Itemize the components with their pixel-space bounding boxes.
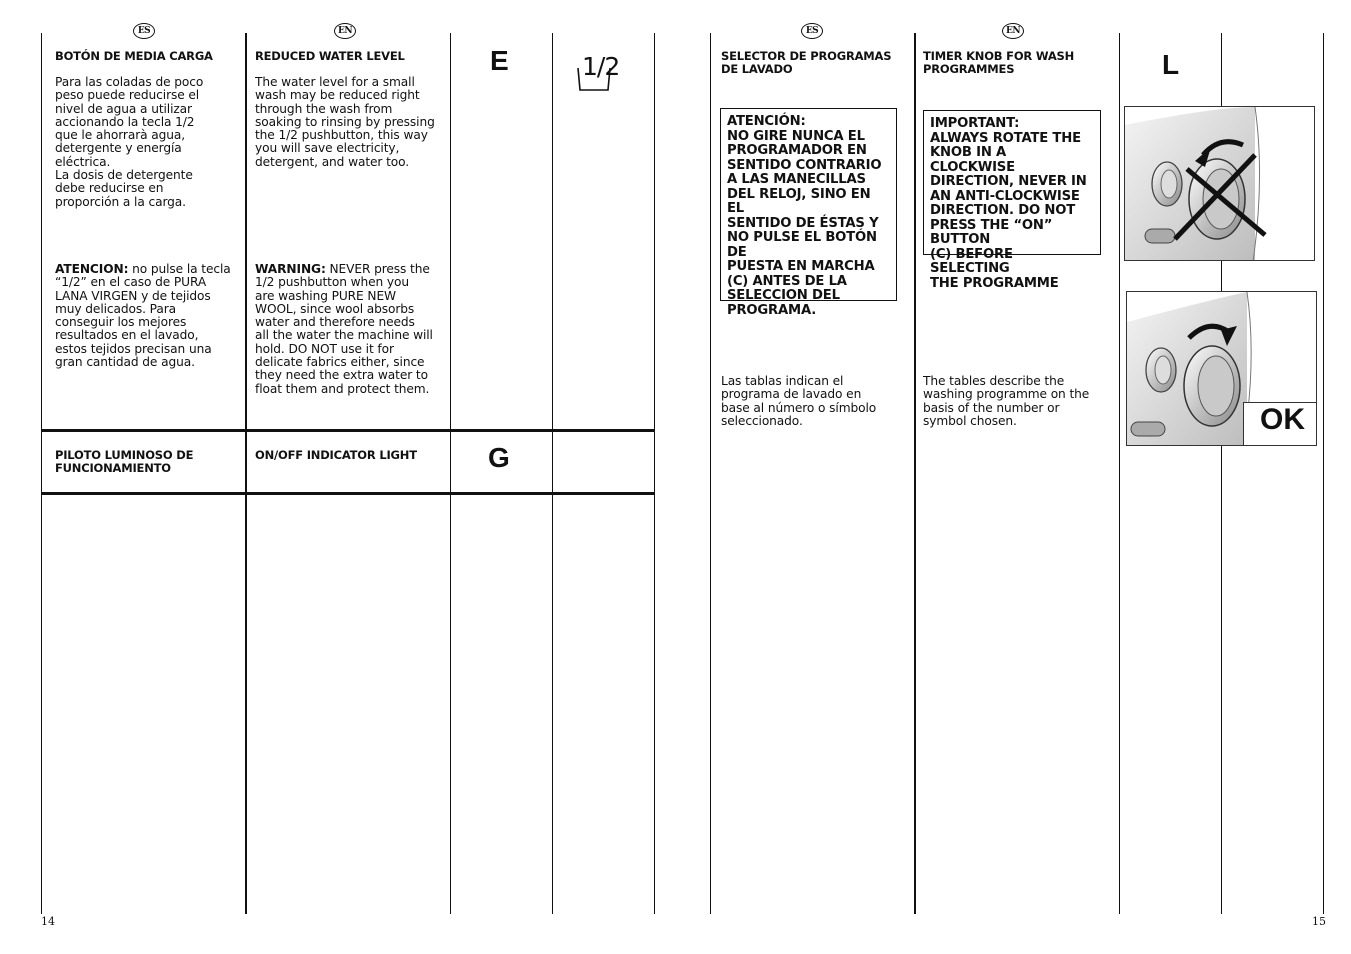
en-warning-text: NEVER press the 1/2 pushbutton when you are washing PURE NEW WOOL, since wool absorbs water and therefore needs all the water the machine will hold. DO NOT use it for delicate fabrics either, since they need the extra water to float them and protect them.: [255, 262, 433, 396]
en-warning-reduced-water: [255, 263, 447, 396]
knob-anticlockwise-crossed-icon: [1125, 107, 1315, 261]
page-number-left: 14: [41, 915, 55, 928]
ok-label: OK: [1260, 403, 1305, 436]
en-warning-box: IMPORTANT: ALWAYS ROTATE THE KNOB IN A CLOCKWISE DIRECTION, NEVER IN AN ANTI-CLOCKWISE DIRECTION. DO NOT PRESS THE “ON” BUTTON (C) BEFORE SELECTING THE PROGRAMME: [923, 110, 1101, 255]
section-divider: [41, 429, 655, 432]
es-body-tables: Las tablas indican el programa de lavado en base al número o símbolo seleccionado.: [721, 374, 877, 428]
en-body-reduced-water: The water level for a small wash may be reduced right through the wash from soaking to rinsing by pressing the 1/2 pushbutton, this way you will save electricity, detergent, and water too.: [255, 75, 435, 169]
control-letter-l: L: [1162, 49, 1180, 80]
column-rule: [710, 33, 711, 914]
knob-wrong-direction-illustration: [1124, 106, 1315, 261]
en-heading-reduced-water: REDUCED WATER LEVEL: [255, 49, 405, 63]
lang-en-badge: EN: [334, 23, 356, 39]
es-body-half-load: Para las coladas de poco peso puede reducirse el nivel de agua a utilizar accionando la tecla 1/2 que le ahorrarà agua, detergente y energía eléctrica. La dosis de detergente debe reducirse en proporción a la carga.: [55, 75, 204, 209]
es-warning-label: ATENCION:: [55, 262, 129, 276]
control-letter-g: G: [488, 442, 510, 473]
lang-es-badge: ES: [801, 23, 823, 39]
es-warning-text: no pulse la tecla “1/2” en el caso de PURA LANA VIRGEN y de tejidos muy delicados. Para conseguir los mejores resultados en el lavado, estos tejidos precisan una gran cantidad de agua.: [55, 262, 231, 370]
column-rule: [245, 33, 247, 914]
es-heading-timer-knob: SELECTOR DE PROGRAMAS DE LAVADO: [721, 49, 892, 76]
column-rule: [450, 33, 451, 914]
control-letter-e: E: [490, 45, 509, 76]
knob-correct-direction-illustration: [1126, 291, 1317, 446]
column-rule: [41, 33, 42, 914]
en-heading-timer-knob: TIMER KNOB FOR WASH PROGRAMMES: [923, 49, 1075, 76]
en-body-tables: The tables describe the washing programme on the basis of the number or symbol chosen.: [923, 374, 1090, 428]
column-rule: [552, 33, 553, 914]
es-heading-indicator-light: PILOTO LUMINOSO DE FUNCIONAMIENTO: [55, 448, 194, 475]
column-rule: [654, 33, 655, 914]
column-rule: [1119, 33, 1120, 914]
en-warning-label: WARNING:: [255, 262, 326, 276]
half-load-symbol-text: 1/2: [582, 52, 620, 81]
half-load-symbol: [574, 52, 624, 94]
es-warning-box: ATENCIÓN: NO GIRE NUNCA EL PROGRAMADOR EN SENTIDO CONTRARIO A LAS MANECILLAS DEL RELOJ, SINO EN EL SENTIDO DE ÉSTAS Y NO PULSE EL BOTÓN DE PUESTA EN MARCHA (C) ANTES DE LA SELECCION DEL PROGRAMA.: [720, 108, 897, 301]
es-heading-half-load: BOTÓN DE MEDIA CARGA: [55, 49, 213, 63]
section-divider: [41, 492, 655, 495]
lang-es-badge: ES: [133, 23, 155, 39]
column-rule: [1323, 33, 1324, 914]
lang-en-badge: EN: [1002, 23, 1024, 39]
en-heading-indicator-light: ON/OFF INDICATOR LIGHT: [255, 448, 417, 462]
column-rule: [914, 33, 916, 914]
page-number-right: 15: [1312, 915, 1326, 928]
es-warning-half-load: [55, 263, 243, 369]
